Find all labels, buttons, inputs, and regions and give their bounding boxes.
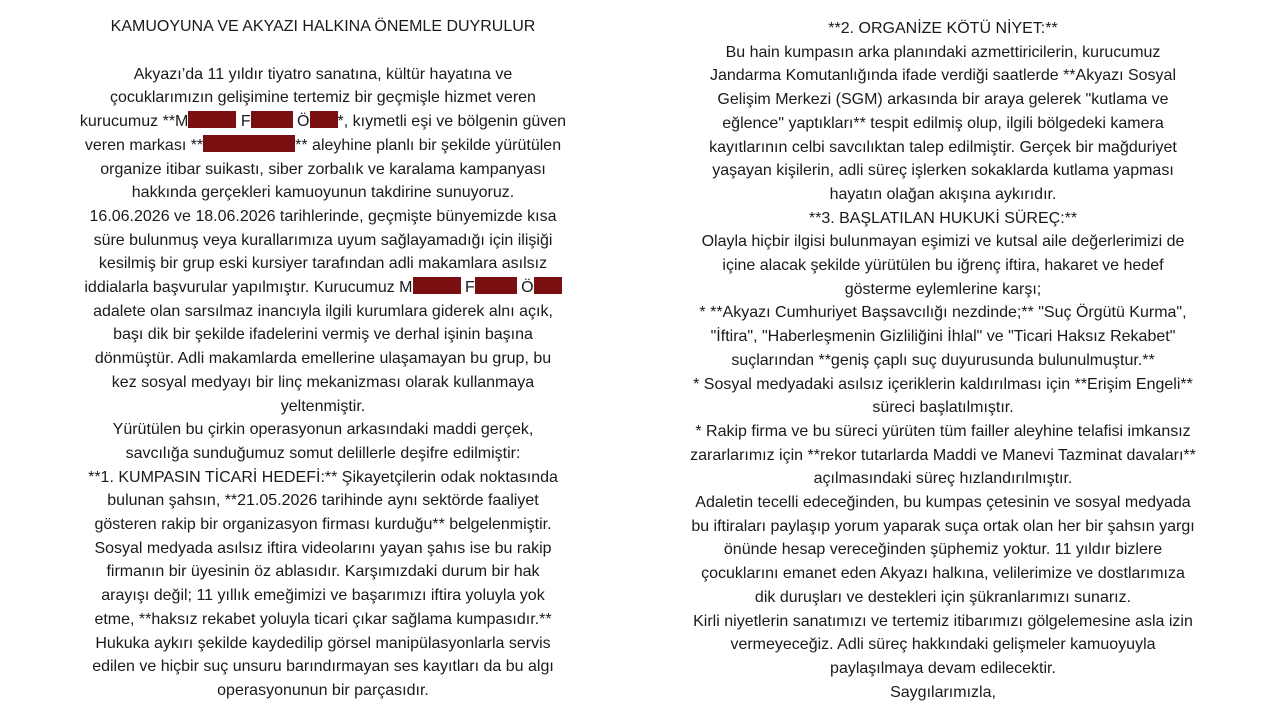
left-text-line (62, 466, 584, 490)
left-text-line (62, 513, 584, 537)
left-text-line (62, 205, 584, 229)
left-text-line (62, 632, 584, 656)
text-segment: etme, **haksız rekabet yoluyla ticari çıkar sağlama kumpasıdır.** (94, 610, 552, 628)
text-segment: Hukuka aykırı şekilde kaydedilip görsel manipülasyonlarla servis (95, 634, 551, 652)
right-text-line: süreci başlatılmıştır. (872, 399, 1014, 417)
text-segment: başı dik bir şekilde ifadelerini vermiş ve derhal işinin başına (113, 326, 533, 344)
right-text-line: açılmasındaki süreç hızlandırılmıştır. (813, 470, 1073, 488)
right-text-line: * Rakip firma ve bu süreci yürüten tüm failler aleyhine telafisi imkansız (695, 422, 1191, 440)
text-segment: organize itibar suikastı, siber zorbalık ve karalama kampanyası (100, 160, 546, 178)
text-segment: yeltenmiştir. (280, 397, 366, 415)
text-segment: iddialarla başvurular yapılmıştır. Kurucumuz M (84, 279, 413, 297)
announcement-title: KAMUOYUNA VE AKYAZI HALKINA ÖNEMLE DUYRULUR (110, 18, 536, 35)
redaction-block (188, 111, 236, 128)
left-text-line (62, 229, 584, 253)
left-text-line (62, 584, 584, 608)
redaction-block (413, 277, 461, 294)
left-body-text (62, 63, 584, 703)
right-text-line: dik duruşları ve destekleri için şükranlarımızı sunarız. (754, 588, 1132, 606)
right-text-line: vermeyeceğiz. Adli süreç hakkındaki gelişmeler kamuoyuyla (730, 636, 1156, 654)
text-segment: *, kıymetli eşi ve bölgenin güven (337, 113, 567, 131)
text-segment: firmanın bir üyesinin öz ablasıdır. Karşımızdaki durum bir hak (106, 563, 540, 581)
left-text-line (62, 489, 584, 513)
text-segment: gösteren rakip bir organizasyon firması kurduğu** belgelenmiştir. (94, 516, 552, 534)
right-text-line: Gelişim Merkezi (SGM) arkasında bir araya gelerek "kutlama ve (717, 91, 1169, 109)
right-text-line: **3. BAŞLATILAN HUKUKİ SÜREÇ:** (808, 209, 1078, 227)
redaction-block (475, 277, 517, 294)
left-text-line (62, 110, 584, 134)
right-text-line: Bu hain kumpasın arka planındaki azmettiricilerin, kurucumuz (725, 43, 1161, 61)
left-text-line (62, 395, 584, 419)
right-text-line: bu iftiraları paylaşıp yorum yaparak suça ortak olan her bir şahsın yargı (691, 517, 1195, 535)
left-text-line (62, 323, 584, 347)
text-segment: veren markası ** (84, 136, 204, 154)
text-segment: operasyonunun bir parçasıdır. (217, 681, 429, 699)
right-text-line: kayıtlarının celbi savcılıktan talep edilmiştir. Gerçek bir mağduriyet (709, 138, 1177, 156)
right-text-line: Kirli niyetlerin sanatımızı ve tertemiz itibarımızı gölgelemesine asla izin (693, 612, 1193, 630)
left-text-line (62, 300, 584, 324)
text-segment: bulunan şahsın, **21.05.2026 tarihinde aynı sektörde faaliyet (107, 492, 539, 510)
text-segment: çocuklarımızın gelişimine tertemiz bir geçmişle hizmet veren (110, 89, 536, 107)
text-segment: Akyazı’da 11 yıldır tiyatro sanatına, kültür hayatına ve (133, 65, 513, 83)
text-segment: Ö (516, 279, 534, 297)
right-text-line: paylaşılmaya devam edilecektir. (830, 659, 1056, 677)
text-segment: adalete olan sarsılmaz inancıyla ilgili kurumlara giderek alnı açık, (93, 302, 553, 320)
left-text-line (62, 252, 584, 276)
text-segment: F (236, 113, 251, 131)
redaction-block (534, 277, 562, 294)
redaction-block (203, 135, 295, 152)
right-column (660, 0, 1226, 704)
text-segment: süre bulunmuş veya kurallarımıza uyum sağlayamadığı için ilişiği (93, 231, 553, 249)
left-text-line (62, 86, 584, 110)
text-segment: kesilmiş bir grup eski kursiyer tarafından adli makamlara asılsız (98, 255, 548, 273)
text-segment: F (460, 279, 475, 297)
right-text-line: suçlarından **geniş çaplı suç duyurusunda bulunulmuştur.** (731, 351, 1155, 369)
right-text-line: zararlarımız için **rekor tutarlarda Maddi ve Manevi Tazminat davaları** (690, 446, 1196, 464)
left-column (62, 0, 584, 703)
left-text-line (62, 537, 584, 561)
left-text-line (62, 158, 584, 182)
text-segment: Ö (292, 113, 310, 131)
left-text-line (62, 371, 584, 395)
right-text-line: gösterme eylemlerine karşı; (844, 280, 1042, 298)
left-text-line (62, 276, 584, 300)
right-text-line: Jandarma Komutanlığında ifade verdiği saatlerde **Akyazı Sosyal (709, 67, 1177, 85)
left-text-line (62, 181, 584, 205)
right-text-line: yaşayan kişilerin, adli süreç işlerken sokaklarda kutlama yapması (712, 162, 1174, 180)
right-text-line: Adaletin tecelli edeceğinden, bu kumpas çetesinin ve sosyal medyada (695, 494, 1191, 512)
right-text-line: hayatın olağan akışına aykırıdır. (829, 185, 1057, 203)
right-text-line: çocuklarını emanet eden Akyazı halkına, velilerimize ve dostlarımıza (701, 565, 1185, 583)
text-segment: Yürütülen bu çirkin operasyonun arkasındaki maddi gerçek, (112, 421, 534, 439)
text-segment: ** aleyhine planlı bir şekilde yürütülen (295, 136, 562, 154)
right-text-line: **2. ORGANİZE KÖTÜ NİYET:** (828, 20, 1058, 37)
text-segment: dönmüştür. Adli makamlarda emellerine ulaşamayan bu grup, bu (94, 350, 552, 368)
left-text-line (62, 679, 584, 703)
right-text-line: içine alacak şekilde yürütülen bu iğrenç iftira, hakaret ve hedef (722, 257, 1164, 275)
right-text-line: * Sosyal medyadaki asılsız içeriklerin kaldırılması için **Erişim Engeli** (693, 375, 1193, 393)
text-segment: kez sosyal medyayı bir linç mekanizması olarak kullanmaya (111, 373, 535, 391)
right-text-line: önünde hesap vereceğinden şüphemiz yoktur. 11 yıldır bizlere (723, 541, 1163, 559)
left-text-line (62, 418, 584, 442)
right-text-line: Olayla hiçbir ilgisi bulunmayan eşimizi ve kutsal aile değerlerimizi de (701, 233, 1185, 251)
text-segment: Sosyal medyada asılsız iftira videolarını yayan şahıs ise bu rakip (94, 539, 552, 557)
right-text-line: eğlence" yaptıkları** tespit edilmiş olup, ilgili bölgedeki kamera (722, 114, 1164, 132)
right-body-text (660, 17, 1226, 704)
right-text-line: Saygılarımızla, (890, 683, 996, 701)
text-segment: edilen ve hiçbir suç unsuru barındırmayan ses kayıtları da bu algı (92, 658, 554, 676)
text-segment: arayışı değil; 11 yıllık emeğimizi ve başarımızı iftira yoluyla yok (101, 587, 545, 605)
left-text-line (62, 655, 584, 679)
left-text-line (62, 442, 584, 466)
right-text-line: "İftira", "Haberleşmenin Gizliliğini İhlal" ve "Ticari Haksız Rekabet" (710, 328, 1176, 346)
text-segment: **1. KUMPASIN TİCARİ HEDEFİ:** Şikayetçilerin odak noktasında (88, 468, 558, 486)
text-segment: savcılığa sunduğumuz somut delillerle deşifre edilmiştir: (125, 444, 521, 462)
left-text-line (62, 560, 584, 584)
left-text-line (62, 608, 584, 632)
left-text-line (62, 63, 584, 87)
text-segment: 16.06.2026 ve 18.06.2026 tarihlerinde, geçmişte bünyemizde kısa (89, 207, 557, 225)
redaction-block (251, 111, 293, 128)
left-text-line (62, 347, 584, 371)
text-segment: kurucumuz **M (79, 113, 189, 131)
right-text-line: * **Akyazı Cumhuriyet Başsavcılığı nezdinde;** "Suç Örgütü Kurma", (699, 304, 1187, 322)
redaction-block (310, 111, 338, 128)
left-text-line (62, 134, 584, 158)
text-segment: hakkında gerçekleri kamuoyunun takdirine sunuyoruz. (131, 184, 515, 202)
